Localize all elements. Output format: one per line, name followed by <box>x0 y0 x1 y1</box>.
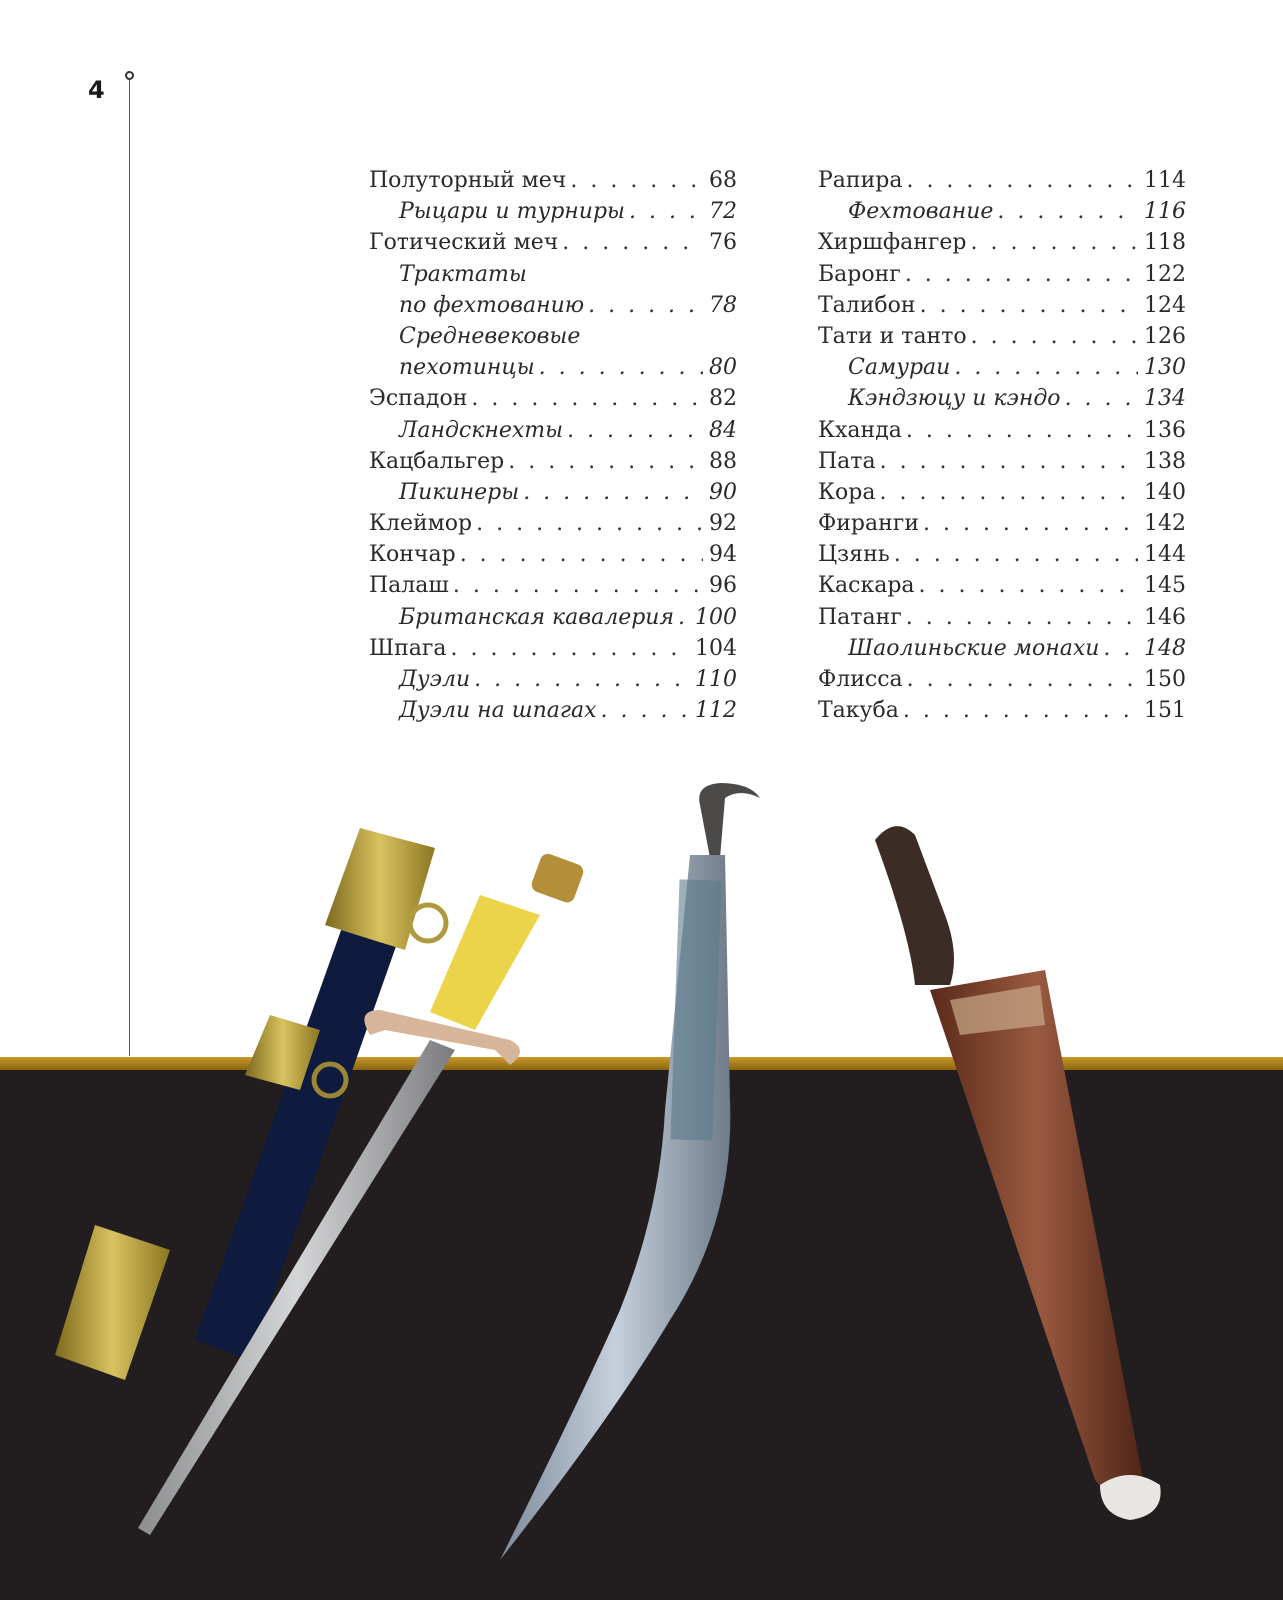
toc-entry-page: 94 <box>709 542 737 568</box>
toc-entry-page: 114 <box>1144 168 1186 193</box>
toc-entry-page: 122 <box>1144 261 1186 287</box>
toc-entry-page: 136 <box>1144 417 1186 443</box>
toc-entry-page: 142 <box>1144 511 1186 537</box>
toc-entry-title: Такуба <box>818 698 899 724</box>
toc-entry-title: Тати и танто <box>818 323 967 349</box>
toc-entry-page: 90 <box>709 479 737 505</box>
toc-entry-title: Рапира <box>818 168 903 193</box>
toc-entry-title: Трактаты <box>399 261 527 287</box>
toc-entry-title: Дуэли на шпагах <box>399 698 597 724</box>
toc-entry-title: Патанг <box>818 604 902 630</box>
toc-entry-title: Пикинеры <box>399 479 520 505</box>
toc-entry-page: 116 <box>1144 199 1186 225</box>
toc-entry-title: Хиршфангер <box>818 230 967 256</box>
toc-entry-page: 118 <box>1144 230 1186 256</box>
toc-entry-title: по фехтованию <box>399 292 585 318</box>
toc-entry-page: 96 <box>709 573 737 599</box>
toc-entry-page: 100 <box>695 604 737 630</box>
toc-entry-page: 145 <box>1144 573 1186 599</box>
toc-entry-page: 126 <box>1144 323 1186 349</box>
toc-entry-page: 88 <box>709 448 737 474</box>
toc-entry-page: 112 <box>695 698 737 724</box>
toc-entry-title: Кацбальгер <box>369 448 505 474</box>
toc-entry-title: Готический меч <box>369 230 559 256</box>
toc-entry-page: 151 <box>1144 698 1186 724</box>
toc-entry-title: Талибон <box>818 292 916 318</box>
toc-entry-page: 68 <box>709 168 737 193</box>
toc-entry-page: 110 <box>695 667 737 692</box>
toc-entry-page: 104 <box>695 635 737 661</box>
toc-entry-page: 148 <box>1144 635 1186 661</box>
sheathed-knife <box>875 826 1161 1520</box>
toc-entry-title: Рыцари и турниры <box>399 199 625 225</box>
toc-entry-title: Кханда <box>818 417 902 443</box>
toc-entry-page: 72 <box>709 199 737 225</box>
toc-entry-page: 146 <box>1144 604 1186 630</box>
toc-entry-page: 84 <box>709 417 737 443</box>
toc-entry-page: 76 <box>709 230 737 256</box>
yataghan <box>500 783 760 1560</box>
toc-entry-title: Ландскнехты <box>399 417 564 443</box>
toc-entry-title: Шпага <box>369 635 447 661</box>
page-number: 4 <box>88 76 105 104</box>
toc-entry-page: 82 <box>709 386 737 412</box>
toc-entry-page: 80 <box>709 355 737 381</box>
toc-entry-title: Самураи <box>848 355 951 381</box>
toc-entry-title: Шаолиньские монахи <box>848 635 1100 661</box>
toc-entry-page: 92 <box>709 511 737 537</box>
toc-entry-page: 140 <box>1144 479 1186 505</box>
toc-entry-title: Кора <box>818 479 876 505</box>
toc-entry-title: Цзянь <box>818 542 890 568</box>
toc-entry-title: пехотинцы <box>399 355 535 381</box>
toc-entry-title: Полуторный меч <box>369 168 567 193</box>
toc-entry-title: Клеймор <box>369 511 473 537</box>
toc-entry-title: Кончар <box>369 542 456 568</box>
dirk-scabbard <box>55 828 446 1380</box>
toc-entry-page: 130 <box>1144 355 1186 381</box>
toc-entry-title: Британская кавалерия <box>399 604 675 630</box>
toc-entry-title: Дуэли <box>399 667 471 692</box>
toc-entry-title: Флисса <box>818 667 903 692</box>
toc-entry-title: Палаш <box>369 573 449 599</box>
toc-entry-title: Баронг <box>818 261 901 287</box>
toc-entry-page: 138 <box>1144 448 1186 474</box>
toc-entry-title: Кэндзюцу и кэндо <box>848 386 1061 412</box>
toc-entry-title: Пата <box>818 448 876 474</box>
toc-entry-page: 144 <box>1144 542 1186 568</box>
toc-entry-title: Каскара <box>818 573 915 599</box>
toc-entry-title: Средневековые <box>399 323 581 349</box>
toc-entry-page: 124 <box>1144 292 1186 318</box>
toc-entry-page: 134 <box>1144 386 1186 412</box>
toc-entry-page: 78 <box>709 292 737 318</box>
toc-entry-page: 150 <box>1144 667 1186 692</box>
toc-entry-title: Фиранги <box>818 511 919 537</box>
toc-entry-title: Эспадон <box>369 386 468 412</box>
toc-entry-title: Фехтование <box>848 199 994 225</box>
